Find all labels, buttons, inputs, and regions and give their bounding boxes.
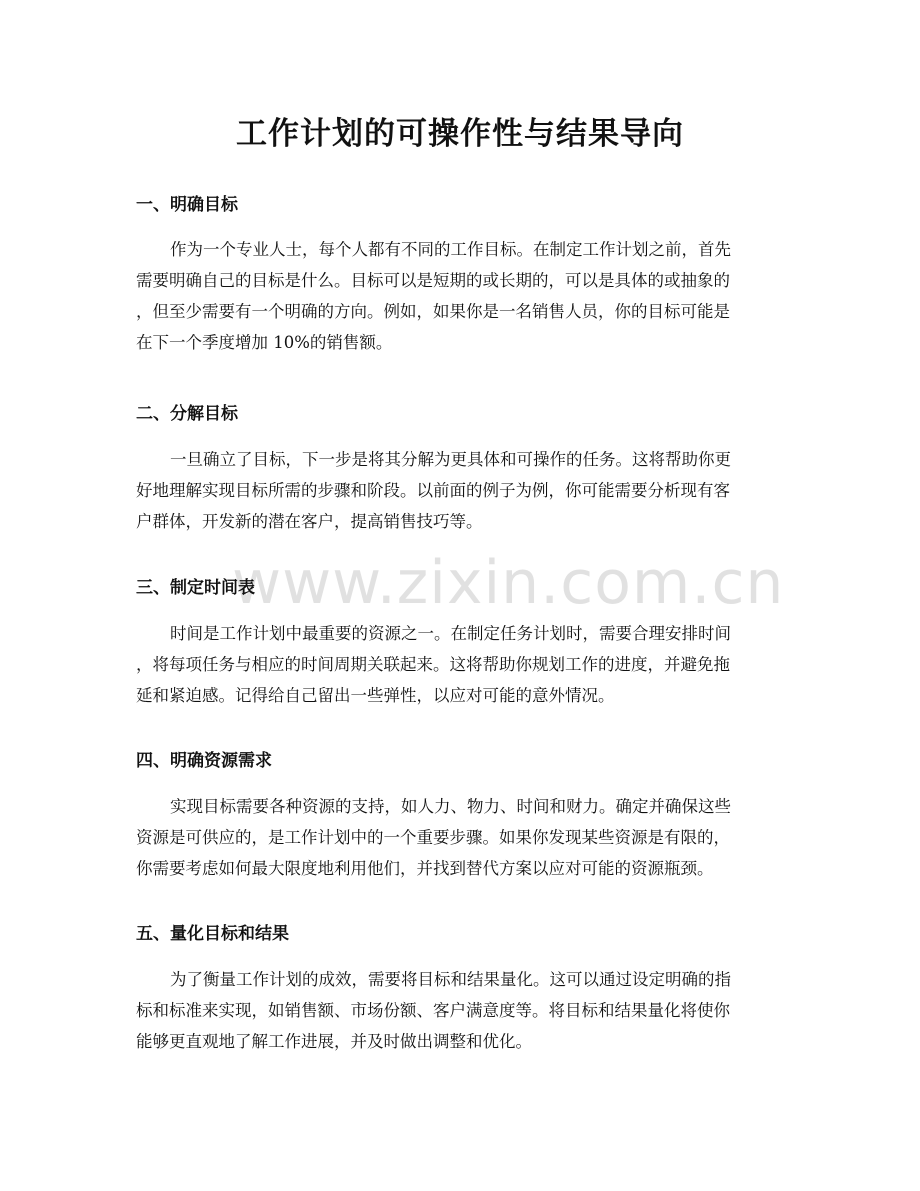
section-heading-4: 四、明确资源需求 <box>136 751 272 771</box>
paragraph-line: 延和紧迫感。记得给自己留出一些弹性，以应对可能的意外情况。 <box>136 686 615 705</box>
section-paragraph-3 <box>136 618 786 711</box>
paragraph-line: 标和标准来实现，如销售额、市场份额、客户满意度等。将目标和结果量化将使你 <box>136 1001 730 1020</box>
paragraph-line: 能够更直观地了解工作进展，并及时做出调整和优化。 <box>136 1032 532 1051</box>
paragraph-line: ，但至少需要有一个明确的方向。例如，如果你是一名销售人员，你的目标可能是 <box>136 302 730 321</box>
section-heading-5: 五、量化目标和结果 <box>136 924 289 944</box>
paragraph-line: ，将每项任务与相应的时间周期关联起来。这将帮助你规划工作的进度，并避免拖 <box>136 655 730 674</box>
paragraph-line: 一旦确立了目标，下一步是将其分解为更具体和可操作的任务。这将帮助你更 <box>170 450 731 469</box>
section-paragraph-2 <box>136 444 786 537</box>
paragraph-line: 为了衡量工作计划的成效，需要将目标和结果量化。这可以通过设定明确的指 <box>170 970 731 989</box>
paragraph-line: 在下一个季度增加 10%的销售额。 <box>136 333 393 352</box>
section-paragraph-4 <box>136 791 786 884</box>
section-heading-2: 二、分解目标 <box>136 404 238 424</box>
paragraph-line: 好地理解实现目标所需的步骤和阶段。以前面的例子为例，你可能需要分析现有客 <box>136 481 730 500</box>
section-paragraph-5 <box>136 964 786 1057</box>
section-heading-1: 一、明确目标 <box>136 195 238 215</box>
page-title: 工作计划的可操作性与结果导向 <box>236 116 684 152</box>
paragraph-line: 户群体，开发新的潜在客户，提高销售技巧等。 <box>136 512 483 531</box>
paragraph-line: 实现目标需要各种资源的支持，如人力、物力、时间和财力。确定并确保这些 <box>170 797 731 816</box>
paragraph-line: 作为一个专业人士，每个人都有不同的工作目标。在制定工作计划之前，首先 <box>170 240 731 259</box>
paragraph-line: 需要明确自己的目标是什么。目标可以是短期的或长期的，可以是具体的或抽象的 <box>136 271 730 290</box>
paragraph-line: 时间是工作计划中最重要的资源之一。在制定任务计划时，需要合理安排时间 <box>170 624 731 643</box>
paragraph-line: 你需要考虑如何最大限度地利用他们，并找到替代方案以应对可能的资源瓶颈。 <box>136 859 714 878</box>
watermark: www.zixin.com.cn <box>232 548 785 618</box>
section-paragraph-1 <box>136 234 786 358</box>
section-heading-3: 三、制定时间表 <box>136 578 255 598</box>
paragraph-line: 资源是可供应的，是工作计划中的一个重要步骤。如果你发现某些资源是有限的， <box>136 828 730 847</box>
